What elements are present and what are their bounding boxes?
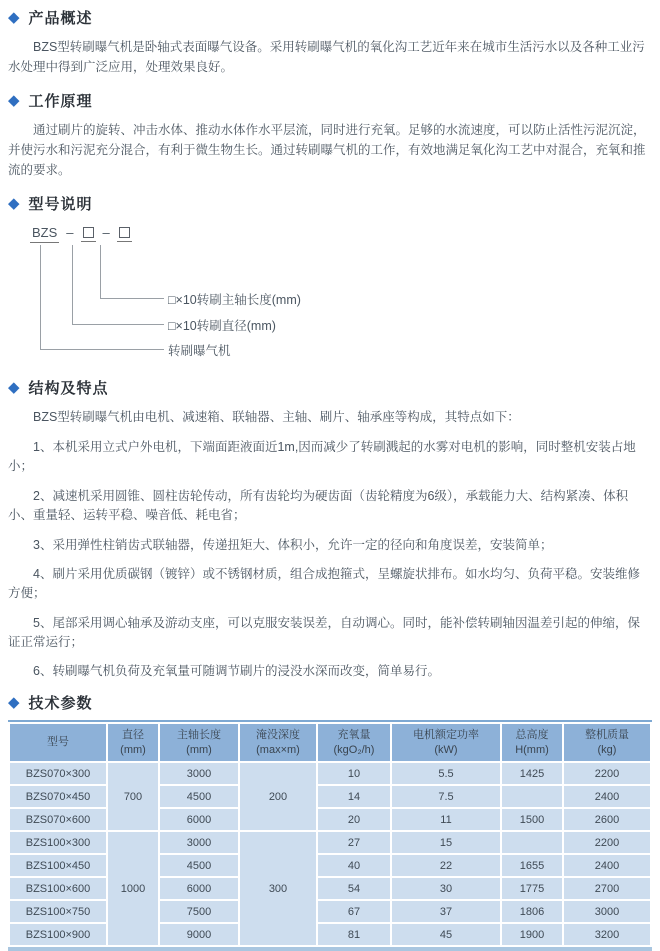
feature-item-6: 6、转刷曝气机负荷及充氧量可随调节刷片的浸没水深而改变，简单易行。 xyxy=(33,664,440,679)
cell-model: BZS100×450 xyxy=(10,855,106,876)
diamond-bullet-icon: ◆ xyxy=(8,9,20,26)
cell-model: BZS100×750 xyxy=(10,901,106,922)
feature-item-5: 5、尾部采用调心轴承及游动支座，可以克服安装误差，自动调心。同时，能补偿转刷轴因温差引起的伸缩，保证正常运行； xyxy=(8,615,640,649)
feature-item-1: 1、本机采用立式户外电机，下端面距液面近1m,因而减少了转刷溅起的水雾对电机的影响，同时整机安装占地小； xyxy=(8,440,636,474)
cell-oxygen: 10 xyxy=(318,763,390,784)
cell-oxygen: 54 xyxy=(318,878,390,899)
cell-shaft: 9000 xyxy=(160,924,238,945)
cell-weight: 2200 xyxy=(564,832,650,853)
feature-item-2: 2、减速机采用圆锥、圆柱齿轮传动，所有齿轮均为硬齿面（齿轮精度为6级），承载能力大、结构紧凑、体积小、重量轻、运转平稳、噪音低、耗电省； xyxy=(8,488,629,523)
cell-power: 11 xyxy=(392,809,500,830)
table-row xyxy=(10,786,650,807)
table-row xyxy=(10,924,650,945)
section-title-overview: 产品概述 xyxy=(28,10,93,27)
cell-model: BZS100×900 xyxy=(10,924,106,945)
table-row xyxy=(10,832,650,853)
cell-weight: 2400 xyxy=(564,855,650,876)
diagram-connector-line xyxy=(100,298,164,299)
model-code-prefix: BZS xyxy=(30,226,59,243)
cell-power: 7.5 xyxy=(392,786,500,807)
cell-diameter: 700 xyxy=(108,763,158,830)
cell-power: 22 xyxy=(392,855,500,876)
cell-model: BZS100×600 xyxy=(10,878,106,899)
feature-item-3: 3、采用弹性柱销齿式联轴器，传递扭矩大、体积小，允许一定的径向和角度误差，安装简单； xyxy=(33,537,553,552)
diagram-connector-line xyxy=(40,349,164,350)
feature-item-4: 4、刷片采用优质碳钢（镀锌）或不锈钢材质，组合成抱箍式，呈螺旋状排布。如水均匀、负荷平稳。安装维修方便； xyxy=(8,566,640,601)
model-code-box-diameter xyxy=(81,227,96,242)
cell-model: BZS100×300 xyxy=(10,832,106,853)
section-title-model: 型号说明 xyxy=(28,196,93,213)
principle-paragraph: 通过刷片的旋转、冲击水体、推动水体作水平层流，同时进行充氧。足够的水流速度，可以防止活性污泥沉淀，并使污水和污泥充分混合，有利于微生物生长。通过转刷曝气机的工作，有效地满足氧化沟工艺中对混合，充氧和推流的要求。 xyxy=(8,123,646,177)
spec-table xyxy=(8,720,652,951)
diamond-bullet-icon: ◆ xyxy=(8,195,20,212)
section-heading-specs xyxy=(8,692,652,713)
diamond-bullet-icon: ◆ xyxy=(8,693,20,711)
cell-model: BZS070×600 xyxy=(10,809,106,830)
section-heading-principle xyxy=(8,90,652,111)
cell-shaft: 6000 xyxy=(160,878,238,899)
cell-height: 1500 xyxy=(502,809,562,830)
placeholder-box-icon xyxy=(119,227,130,238)
section-heading-overview xyxy=(8,7,652,28)
cell-weight: 2400 xyxy=(564,786,650,807)
diamond-bullet-icon: ◆ xyxy=(8,92,20,109)
diagram-connector-line xyxy=(72,324,164,325)
cell-power: 5.5 xyxy=(392,763,500,784)
col-header-total-weight: 整机质量 (kg) xyxy=(564,724,650,762)
cell-depth: 200 xyxy=(240,763,316,830)
diagram-label-shaft-length: □×10转刷主轴长度(mm) xyxy=(168,293,301,307)
cell-model: BZS070×300 xyxy=(10,763,106,784)
cell-height xyxy=(502,786,562,807)
spec-table-header-row xyxy=(10,724,650,762)
diagram-connector-line xyxy=(72,245,73,324)
cell-weight: 2700 xyxy=(564,878,650,899)
table-row xyxy=(10,763,650,784)
cell-shaft: 3000 xyxy=(160,763,238,784)
diagram-connector-line xyxy=(100,245,101,298)
section-heading-features xyxy=(8,377,652,398)
model-code xyxy=(30,225,132,243)
cell-height: 1425 xyxy=(502,763,562,784)
cell-height: 1900 xyxy=(502,924,562,945)
model-designation-diagram xyxy=(8,223,652,363)
col-header-oxygenation: 充氧量 (kgO₂/h) xyxy=(318,724,390,762)
cell-model: BZS070×450 xyxy=(10,786,106,807)
cell-power: 30 xyxy=(392,878,500,899)
cell-shaft: 3000 xyxy=(160,832,238,853)
col-header-motor-power: 电机额定功率 (kW) xyxy=(392,724,500,762)
cell-power: 15 xyxy=(392,832,500,853)
col-header-submerge-depth: 淹没深度 (max×m) xyxy=(240,724,316,762)
model-code-box-shaft xyxy=(117,227,132,242)
model-code-dash: – xyxy=(102,225,110,240)
cell-oxygen: 27 xyxy=(318,832,390,853)
diagram-label-name: 转刷曝气机 xyxy=(168,344,231,358)
diagram-label-diameter: □×10转刷直径(mm) xyxy=(168,319,276,333)
section-title-specs: 技术参数 xyxy=(28,694,93,712)
model-code-dash: – xyxy=(66,225,74,240)
col-header-model: 型号 xyxy=(10,724,106,762)
col-header-shaft-length: 主轴长度 (mm) xyxy=(160,724,238,762)
cell-oxygen: 81 xyxy=(318,924,390,945)
cell-height: 1655 xyxy=(502,855,562,876)
section-title-features: 结构及特点 xyxy=(28,380,109,397)
section-title-principle: 工作原理 xyxy=(28,93,93,110)
cell-weight: 2200 xyxy=(564,763,650,784)
diamond-bullet-icon: ◆ xyxy=(8,379,20,396)
cell-oxygen: 20 xyxy=(318,809,390,830)
cell-oxygen: 14 xyxy=(318,786,390,807)
cell-weight: 2600 xyxy=(564,809,650,830)
col-header-diameter: 直径 (mm) xyxy=(108,724,158,762)
table-row xyxy=(10,878,650,899)
placeholder-box-icon xyxy=(83,227,94,238)
features-intro: BZS型转刷曝气机由电机、减速箱、联轴器、主轴、刷片、轴承座等构成，其特点如下： xyxy=(33,410,520,424)
cell-power: 45 xyxy=(392,924,500,945)
cell-diameter: 1000 xyxy=(108,832,158,945)
col-header-total-height: 总高度 H(mm) xyxy=(502,724,562,762)
cell-shaft: 4500 xyxy=(160,786,238,807)
table-row xyxy=(10,901,650,922)
cell-weight: 3200 xyxy=(564,924,650,945)
table-row xyxy=(10,855,650,876)
cell-shaft: 4500 xyxy=(160,855,238,876)
cell-depth: 300 xyxy=(240,832,316,945)
section-heading-model xyxy=(8,193,652,214)
cell-weight: 3000 xyxy=(564,901,650,922)
cell-shaft: 6000 xyxy=(160,809,238,830)
cell-height xyxy=(502,832,562,853)
table-row xyxy=(10,809,650,830)
cell-oxygen: 67 xyxy=(318,901,390,922)
overview-paragraph: BZS型转刷曝气机是卧轴式表面曝气设备。采用转刷曝气机的氧化沟工艺近年来在城市生活污水以及各种工业污水处理中得到广泛应用，处理效果良好。 xyxy=(8,40,645,74)
cell-height: 1775 xyxy=(502,878,562,899)
diagram-connector-line xyxy=(40,245,41,349)
cell-shaft: 7500 xyxy=(160,901,238,922)
cell-oxygen: 40 xyxy=(318,855,390,876)
cell-power: 37 xyxy=(392,901,500,922)
cell-height: 1806 xyxy=(502,901,562,922)
